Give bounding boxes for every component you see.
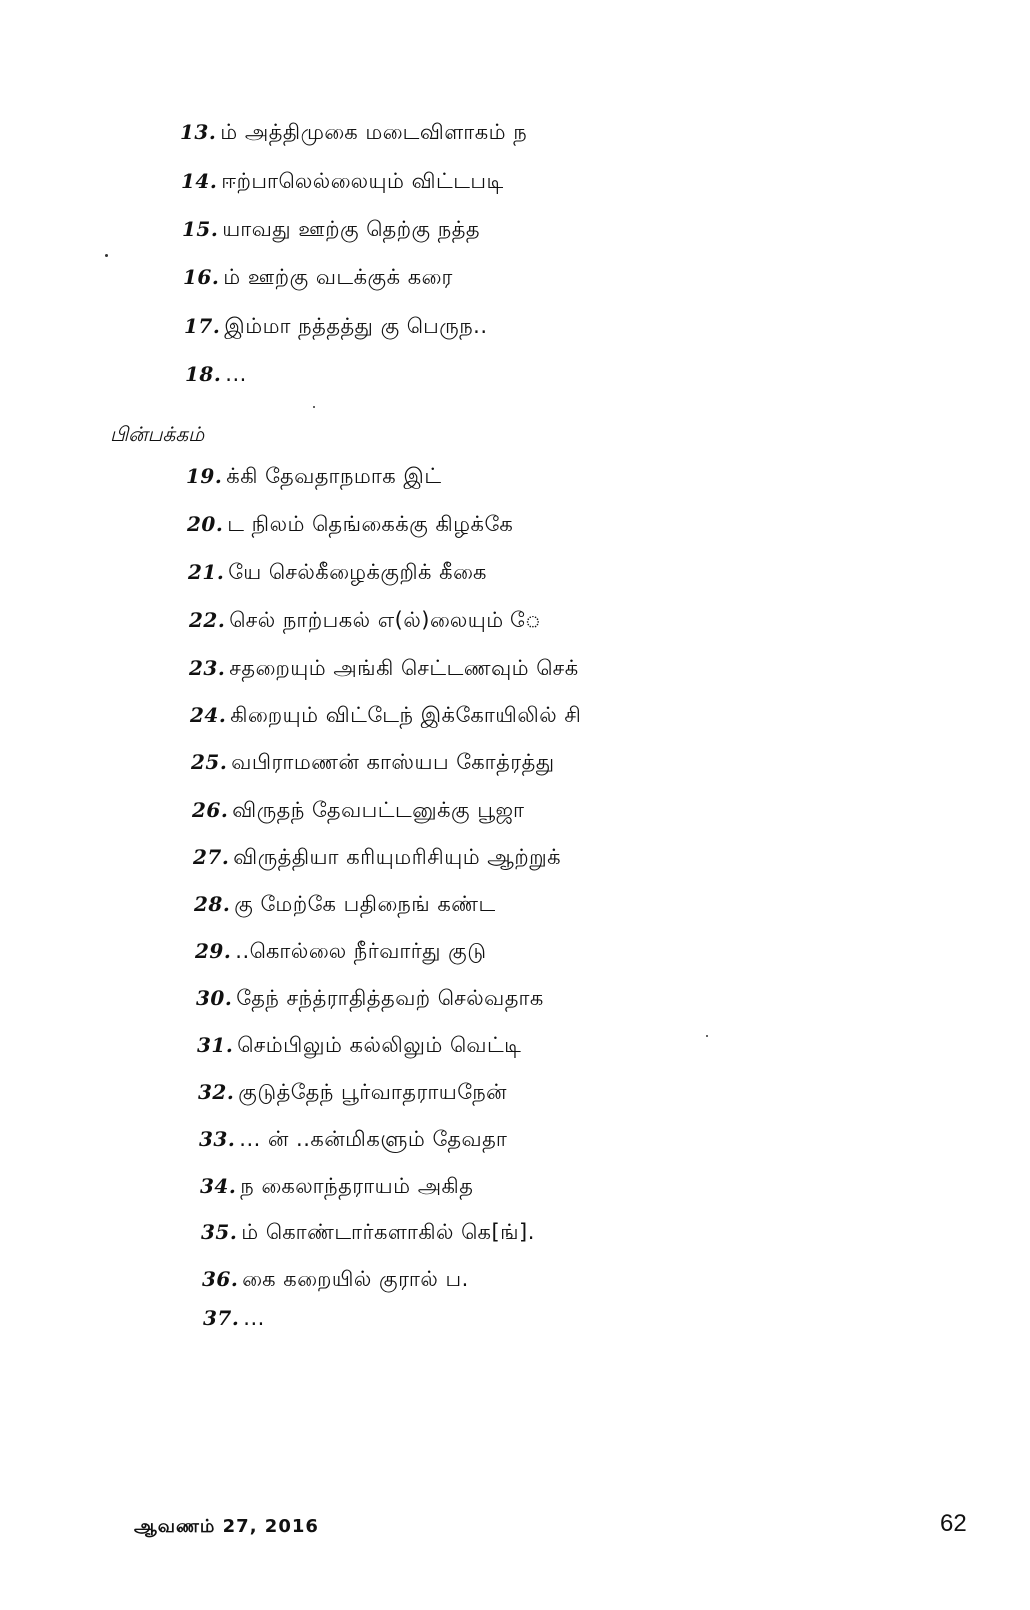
line-number: 31. bbox=[197, 1033, 234, 1057]
line-text: ..கொல்லை நீர்வார்து குடு bbox=[235, 939, 487, 963]
line-number: 14. bbox=[181, 169, 218, 193]
inscription-line-14 bbox=[181, 167, 504, 195]
line-text: கு மேற்கே பதிநைங் கண்ட bbox=[234, 892, 496, 916]
line-text: குடுத்தேந் பூர்வாதராயநேன் bbox=[238, 1080, 508, 1104]
scan-speck bbox=[105, 254, 108, 257]
line-number: 22. bbox=[189, 608, 226, 632]
line-number: 25. bbox=[191, 750, 228, 774]
line-number: 36. bbox=[202, 1267, 239, 1291]
inscription-line-26 bbox=[192, 796, 524, 824]
line-number: 32. bbox=[198, 1080, 235, 1104]
page-number: 62 bbox=[940, 1510, 967, 1537]
line-text: ... bbox=[225, 362, 247, 386]
line-number: 16. bbox=[183, 265, 220, 289]
line-number: 30. bbox=[196, 986, 233, 1010]
inscription-line-36 bbox=[202, 1265, 469, 1293]
line-text: சதறையும் அங்கி செட்டணவும் செக் bbox=[229, 656, 579, 680]
inscription-line-28 bbox=[194, 890, 496, 918]
line-number: 35. bbox=[201, 1220, 238, 1244]
line-text: யாவது ஊற்கு தெற்கு நத்த bbox=[222, 217, 481, 241]
inscription-line-16 bbox=[183, 263, 453, 291]
line-text: ம் ஊற்கு வடக்குக் கரை bbox=[223, 265, 453, 289]
inscription-line-19 bbox=[186, 462, 442, 490]
inscription-line-35 bbox=[201, 1218, 535, 1246]
line-number: 34. bbox=[200, 1174, 237, 1198]
inscription-line-33 bbox=[199, 1125, 507, 1153]
footer-journal-date: ஆவணம் 27, 2016 bbox=[134, 1516, 319, 1537]
inscription-line-22 bbox=[189, 606, 541, 634]
line-text: விருதந் தேவபட்டனுக்கு பூஜா bbox=[232, 798, 525, 822]
line-number: 19. bbox=[186, 464, 223, 488]
line-number: 28. bbox=[194, 892, 231, 916]
line-number: 37. bbox=[203, 1306, 240, 1330]
inscription-line-29 bbox=[195, 937, 486, 965]
line-number: 26. bbox=[192, 798, 229, 822]
line-text: ம் அத்திமுகை மடைவிளாகம் ந bbox=[220, 120, 528, 144]
line-text: ந கைலாந்தராயம் அகித bbox=[240, 1174, 474, 1198]
inscription-line-31 bbox=[197, 1031, 521, 1059]
inscription-line-15 bbox=[182, 215, 480, 243]
line-number: 13. bbox=[180, 120, 217, 144]
inscription-line-27 bbox=[193, 843, 561, 871]
line-number: 27. bbox=[193, 845, 230, 869]
scan-speck bbox=[706, 1035, 708, 1037]
line-text: ட நிலம் தெங்கைக்கு கிழக்கே bbox=[227, 512, 514, 536]
line-text: கை கறையில் குரால் ப. bbox=[242, 1267, 469, 1291]
inscription-line-17 bbox=[184, 312, 488, 340]
inscription-line-20 bbox=[187, 510, 513, 538]
inscription-line-32 bbox=[198, 1078, 507, 1106]
inscription-line-24 bbox=[190, 701, 581, 729]
line-text: ம் கொண்டார்களாகில் கெ[ங்]. bbox=[241, 1220, 535, 1244]
line-text: செம்பிலும் கல்லிலும் வெட்டி bbox=[237, 1033, 522, 1057]
line-text: யே செல்கீழைக்குறிக் கீகை bbox=[228, 560, 487, 584]
line-text: க்கி தேவதாநமாக இட் bbox=[226, 464, 442, 488]
line-text: ஈற்பாலெல்லையும் விட்டபடி bbox=[221, 169, 504, 193]
line-text: செல் நாற்பகல் எ(ல்)லையும் ே bbox=[229, 608, 542, 632]
line-text: விருத்தியா கரியுமரிசியும் ஆற்றுக் bbox=[233, 845, 562, 869]
inscription-line-37 bbox=[203, 1304, 265, 1332]
line-text: கிறையும் விட்டேந் இக்கோயிலில் சி bbox=[230, 703, 582, 727]
line-number: 23. bbox=[189, 656, 226, 680]
line-text: தேந் சந்த்ராதித்தவற் செல்வதாக bbox=[236, 986, 544, 1010]
inscription-line-34 bbox=[200, 1172, 473, 1200]
inscription-line-23 bbox=[189, 654, 579, 682]
scan-speck bbox=[313, 406, 315, 408]
inscription-line-13 bbox=[180, 118, 527, 146]
line-number: 15. bbox=[182, 217, 219, 241]
line-number: 24. bbox=[190, 703, 227, 727]
inscription-line-21 bbox=[188, 558, 487, 586]
line-number: 33. bbox=[199, 1127, 236, 1151]
inscription-line-25 bbox=[191, 748, 555, 776]
inscription-line-30 bbox=[196, 984, 544, 1012]
inscription-line-18 bbox=[185, 360, 247, 388]
line-number: 20. bbox=[187, 512, 224, 536]
line-text: இம்மா நத்தத்து கு பெருந.. bbox=[224, 314, 488, 338]
line-number: 29. bbox=[195, 939, 232, 963]
line-text: ... ன் ..கன்மிகளும் தேவதா bbox=[239, 1127, 508, 1151]
line-number: 21. bbox=[188, 560, 225, 584]
line-text: ... bbox=[243, 1306, 265, 1330]
line-number: 18. bbox=[185, 362, 222, 386]
line-number: 17. bbox=[184, 314, 221, 338]
line-text: வபிராமணன் காஸ்யப கோத்ரத்து bbox=[231, 750, 555, 774]
section-heading: பின்பக்கம் bbox=[110, 422, 205, 446]
